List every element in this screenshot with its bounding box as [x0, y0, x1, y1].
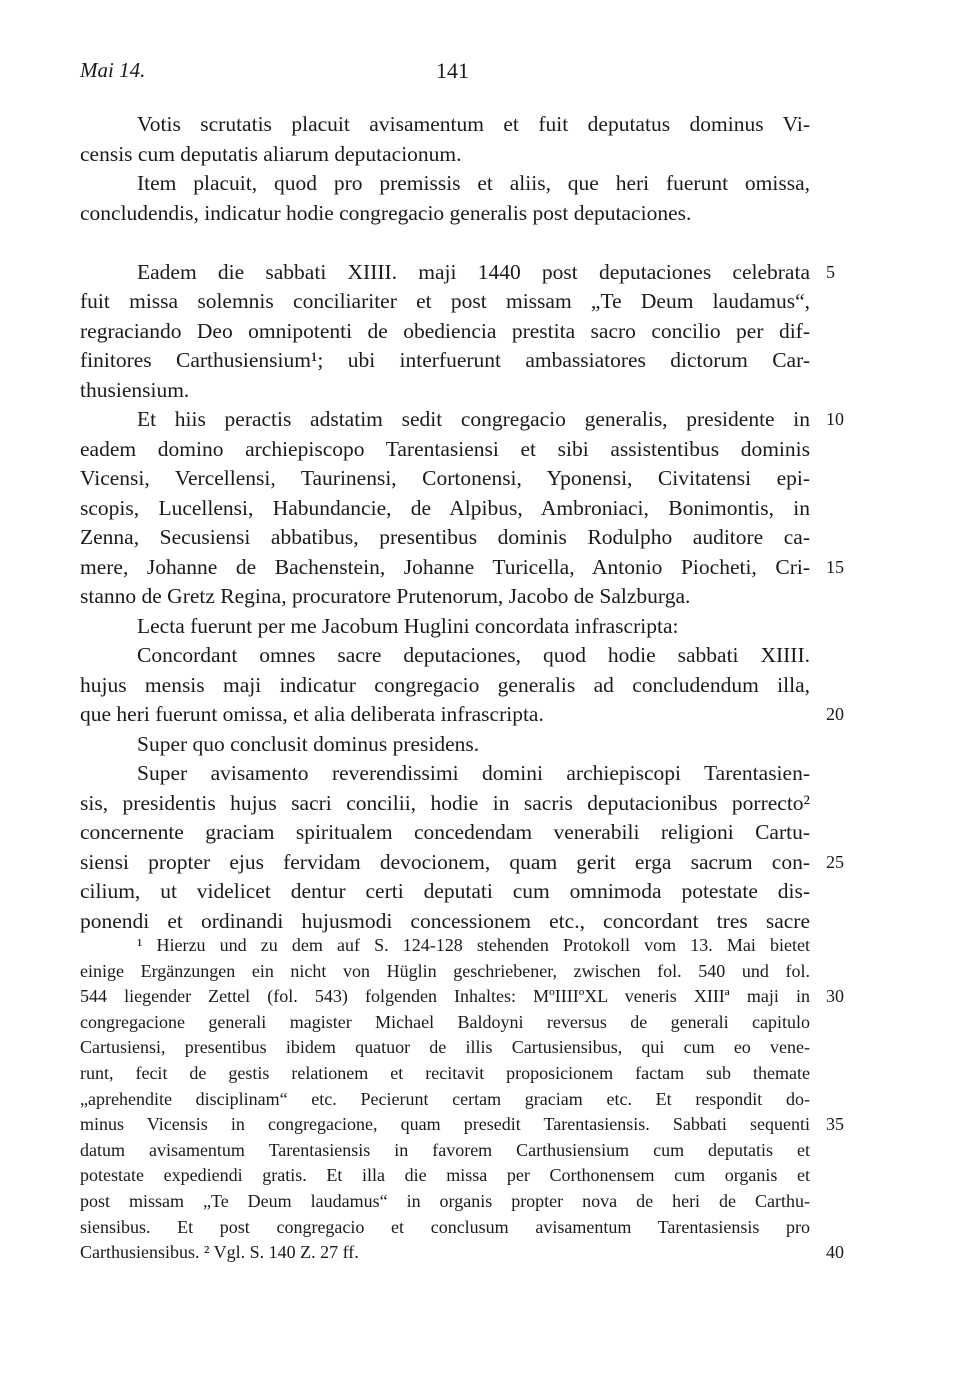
text-line: hujus mensis maji indicatur congregacio generalis ad concludendum illa, [80, 672, 810, 697]
text-line: scopis, Lucellensi, Habundancie, de Alpibus, Ambroniaci, Bonimontis, in [80, 495, 810, 520]
text-line: Eadem die sabbati XIIII. maji 1440 post deputaciones celebrata [137, 259, 810, 284]
footnote-line: congregacione generali magister Michael Baldoyni reversus de generali capitulo [80, 1011, 810, 1032]
footnote-line: post missam „Te Deum laudamus“ in organis propter nova de heri de Carthu- [80, 1191, 810, 1211]
line-number: 10 [826, 409, 844, 429]
text-line: Super avisamento reverendissimi domini archiepiscopi Tarentasien- [137, 761, 810, 785]
page-number: 141 [436, 58, 469, 83]
line-number: 15 [826, 556, 844, 577]
footnote-line: Cartusiensi, presentibus ibidem quatuor de illis Cartusiensibus, qui cum eo vene- [80, 1037, 810, 1058]
text-line: Votis scrutatis placuit avisamentum et fuit deputatus dominus Vi- [137, 112, 810, 136]
text-line: Et hiis peractis adstatim sedit congregacio generalis, presidente in [137, 407, 810, 431]
text-line: mere, Johanne de Bachenstein, Johanne Turicella, Antonio Piocheti, Cri- [80, 554, 810, 579]
footnote-line: einige Ergänzungen ein nicht von Hüglin geschriebener, zwischen fol. 540 und fol. [80, 960, 810, 981]
text-line: siensi propter ejus fervidam devocionem, quam gerit erga sacrum con- [80, 849, 810, 874]
text-line: Super quo conclusit dominus presidens. [137, 731, 480, 756]
running-title: Mai 14. [80, 58, 146, 82]
footnote-line: potestate expediendi gratis. Et illa die missa per Corthonensem cum organis et [80, 1165, 810, 1186]
footnote-line: Carthusiensibus. ² Vgl. S. 140 Z. 27 ff. [80, 1242, 359, 1263]
text-line: Lecta fuerunt per me Jacobum Huglini concordata infrascripta: [137, 613, 679, 638]
text-line: thusiensium. [80, 377, 190, 402]
footnote-line: runt, fecit de gestis relationem et recitavit proposicionem factam sub themate [80, 1063, 810, 1083]
text-line: Zenna, Secusiensi abbatibus, presentibus dominis Rodulpho auditore ca- [80, 525, 810, 549]
footnote-line: siensibus. Et post congregacio et conclusum avisamentum Tarentasiensis pro [80, 1216, 810, 1237]
text-line: cilium, ut videlicet dentur certi deputati cum omnimoda potestate dis- [80, 879, 810, 903]
footnote-line: minus Vicensis in congregacione, quam presedit Tarentasiensis. Sabbati sequenti [80, 1114, 810, 1135]
line-number: 5 [826, 261, 835, 282]
footnote-line: datum avisamentum Tarentasiensis in favorem Carthusiensium cum deputatis et [80, 1139, 810, 1160]
text-line: eadem domino archiepiscopo Tarentasiensi et sibi assistentibus dominis [80, 436, 810, 461]
text-line: ponendi et ordinandi hujusmodi concessionem etc., concordant tres sacre [80, 908, 810, 933]
footnote-line: ¹ Hierzu und zu dem auf S. 124-128 stehenden Protokoll vom 13. Mai bietet [137, 935, 810, 955]
line-number: 25 [826, 851, 844, 872]
text-line: regraciando Deo omnipotenti de obediencia prestita sacro concilio per dif- [80, 318, 810, 343]
text-line: Vicensi, Vercellensi, Taurinensi, Cortonensi, Yponensi, Civitatensi epi- [80, 466, 810, 490]
text-line: concludendis, indicatur hodie congregacio generalis post deputaciones. [80, 200, 692, 225]
text-line: que heri fuerunt omissa, et alia deliberata infrascripta. [80, 702, 544, 726]
line-number: 20 [826, 704, 844, 724]
text-line: censis cum deputatis aliarum deputacionum. [80, 141, 462, 166]
text-line [80, 228, 810, 257]
text-line: sis, presidentis hujus sacri concilii, hodie in sacris deputacionibus porrecto² [80, 790, 810, 815]
text-line: fuit missa solemnis conciliariter et post missam „Te Deum laudamus“, [80, 289, 810, 313]
line-number: 35 [826, 1114, 844, 1135]
text-line: Item placuit, quod pro premissis et aliis, que heri fuerunt omissa, [137, 171, 810, 195]
footnote-line: „aprehendite disciplinam“ etc. Pecierunt certam graciam etc. Et respondit do- [80, 1088, 810, 1109]
text-line: Concordant omnes sacre deputaciones, quod hodie sabbati XIIII. [137, 643, 810, 667]
line-number: 40 [826, 1242, 844, 1263]
footnote-line: 544 liegender Zettel (fol. 543) folgenden Inhaltes: MºIIIIºXL veneris XIIIª maji in [80, 986, 810, 1007]
text-line: concernente graciam spiritualem concedendam venerabili religioni Cartu- [80, 820, 810, 844]
text-line: finitores Carthusiensium¹; ubi interfuerunt ambassiatores dictorum Car- [80, 348, 810, 372]
line-number: 30 [826, 986, 844, 1007]
text-line: stanno de Gretz Regina, procuratore Prutenorum, Jacobo de Salzburga. [80, 584, 691, 608]
